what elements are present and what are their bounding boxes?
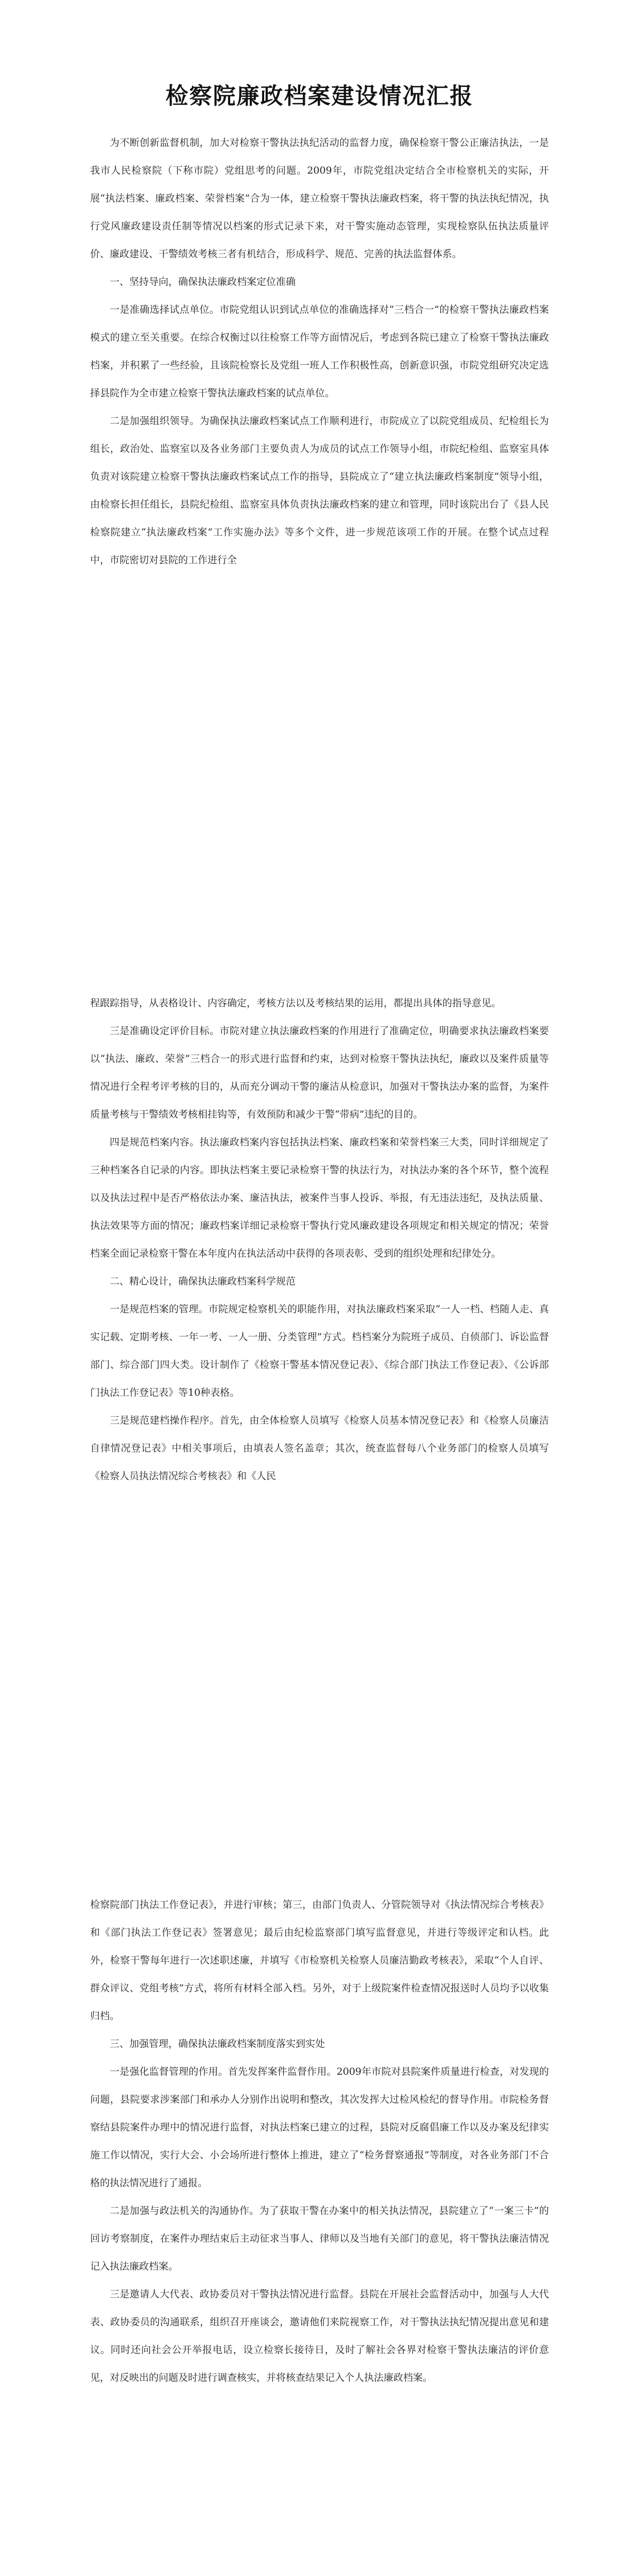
paragraph-continued-2: 检察院部门执法工作登记表》，并进行审核；第三，由部门负责人、分管院领导对《执法情况综合考核表》和《部门执法工作登记表》签署意见；最后由纪检监察部门填写监督意见，并进行等级评定和认档。此外，检察干警每年进行一次述职述廉，并填写《市检察机关检察人员廉洁勤政考核表》，采取“个人自评、群众评议、党组考核”方式，将所有材料全部入档。另外，对于上级院案件检查情况报送时人员均予以收集归档。	[90, 1899, 549, 2022]
section-heading-2: 二、精心设计，确保执法廉政档案科学规范	[110, 1276, 296, 1287]
paragraph-procedure: 三是规范建档操作程序。首先，由全体检察人员填写《检察人员基本情况登记表》和《检察人员廉洁自律情况登记表》中相关事项后，由填表人签名盖章；其次，统查监督每八个业务部门的检察人员填写《检察人员执法情况综合考核表》和《人民	[90, 1415, 549, 1482]
intro-paragraph: 为不断创新监督机制，加大对检察干警执法执纪活动的监督力度，确保检察干警公正廉洁执法，一是我市人民检察院（下称市院）党组思考的问题。2009年，市院党组决定结合全市检察机关的实际，开展“执法档案、廉政档案、荣誉档案”合为一体，建立检察干警执法廉政档案，将干警的执法执纪情况，执行党风廉政建设责任制等情况以档案的形式记录下来，对干警实施动态管理，实现检察队伍执法质量评价、廉政建设、干警绩效考核三者有机结合，形成科学、规范、完善的执法监督体系。	[90, 137, 549, 260]
page-section-1	[0, 129, 639, 574]
paragraph-management: 一是规范档案的管理。市院规定检察机关的职能作用，对执法廉政档案采取“一人一档、档随人走、真实记载、定期考核、一年一考、一人一册、分类管理”方式。档档案分为院班子成员、自侦部门、诉讼监督部门、综合部门四大类。设计制作了《检察干警基本情况登记表》、《综合部门执法工作登记表》、《公诉部门执法工作登记表》等10种表格。	[90, 1303, 549, 1398]
paragraph-contents: 四是规范档案内容。执法廉政档案内容包括执法档案、廉政档案和荣誉档案三大类，同时详细规定了三种档案各自记录的内容。即执法档案主要记录检察干警的执法行为，对执法办案的各个环节，整个流程以及执法过程中是否严格依法办案、廉洁执法，被案件当事人投诉、举报，有无违法违纪，及执法质量、执法效果等方面的情况；廉政档案详细记录检察干警执行党风廉政建设各项规定和相关规定的情况；荣誉档案全面记录检察干警在本年度内在执法活动中获得的各项表彰、受到的组织处理和纪律处分。	[90, 1137, 549, 1259]
paragraph-targets: 三是准确设定评价目标。市院对建立执法廉政档案的作用进行了准确定位，明确要求执法廉政档案要以“执法、廉政、荣誉”三档合一的形式进行监督和约束，达到对检察干警执法执纪，廉政以及案件质量等情况进行全程考评考核的目的，从而充分调动干警的廉洁从检意识，加强对干警执法办案的监督，为案件质量考核与干警绩效考核相挂钩等，有效预防和减少干警“带病”违纪的目的。	[90, 1025, 549, 1120]
section-heading-3: 三、加强管理，确保执法廉政档案制度落实到实处	[110, 2038, 325, 2049]
paragraph-test-unit: 一是准确选择试点单位。市院党组认识到试点单位的准确选择对“三档合一”的检察干警执法廉政档案模式的建立至关重要。在综合权衡过以往检察工作等方面情况后，考虑到各院已建立了检察干警执法廉政档案，并积累了一些经验，且该院检察长及党组一班人工作积极性高，创新意识强，市院党组研究决定选择县院作为全市建立检察干警执法廉政档案的试点单位。	[90, 304, 549, 399]
section-heading-1: 一、坚持导向，确保执法廉政档案定位准确	[110, 276, 296, 287]
page-section-2	[0, 989, 639, 1490]
paragraph-deputies: 三是邀请人大代表、政协委员对干警执法情况进行监督。县院在开展社会监督活动中，加强与人大代表、政协委员的沟通联系，组织召开座谈会，邀请他们来院视察工作，对干警执法执纪情况提出意见和建议。同时还向社会公开举报电话，设立检察长接待日，及时了解社会各界对检察干警执法廉洁的评价意见，对反映出的问题及时进行调查核实，并将核查结果记入个人执法廉政档案。	[90, 2289, 549, 2383]
paragraph-continued-1: 程跟踪指导，从表格设计、内容确定，考核方法以及考核结果的运用，都提出具体的指导意见。	[90, 997, 502, 1009]
paragraph-cooperation: 二是加强与政法机关的沟通协作。为了获取干警在办案中的相关执法情况，县院建立了“一案三卡”的回访考察制度，在案件办理结束后主动征求当事人、律师以及当地有关部门的意见，将干警执法廉洁情况记入执法廉政档案。	[90, 2205, 549, 2272]
paragraph-supervision: 一是强化监督管理的作用。首先发挥案件监督作用。2009年市院对县院案件质量进行检查，对发现的问题，县院要求涉案部门和承办人分别作出说明和整改，其次发挥大过检风检纪的督导作用。市院检务督察结县院案件办理中的情况进行监督，对执法档案已建立的过程，县院对反腐倡廉工作以及办案及纪律实施工作以情况，实行大会、小会场所进行整体上推进，建立了“检务督察通报”等制度，对各业务部门不合格的执法情况进行了通报。	[90, 2066, 549, 2189]
page-section-3	[0, 1891, 639, 2392]
paragraph-leadership: 二是加强组织领导。为确保执法廉政档案试点工作顺利进行，市院成立了以院党组成员、纪检组长为组长，政治处、监察室以及各业务部门主要负责人为成员的试点工作领导小组，市院纪检组、监察室具体负责对该院建立检察干警执法廉政档案试点工作的指导，县院成立了“建立执法廉政档案制度”领导小组，由检察长担任组长，县院纪检组、监察室具体负责执法廉政档案的建立和管理，同时该院出台了《县人民检察院建立“执法廉政档案”工作实施办法》等多个文件，进一步规范该项工作的开展。在整个试点过程中，市院密切对县院的工作进行全	[90, 415, 549, 566]
document-title: 检察院廉政档案建设情况汇报	[165, 83, 474, 109]
